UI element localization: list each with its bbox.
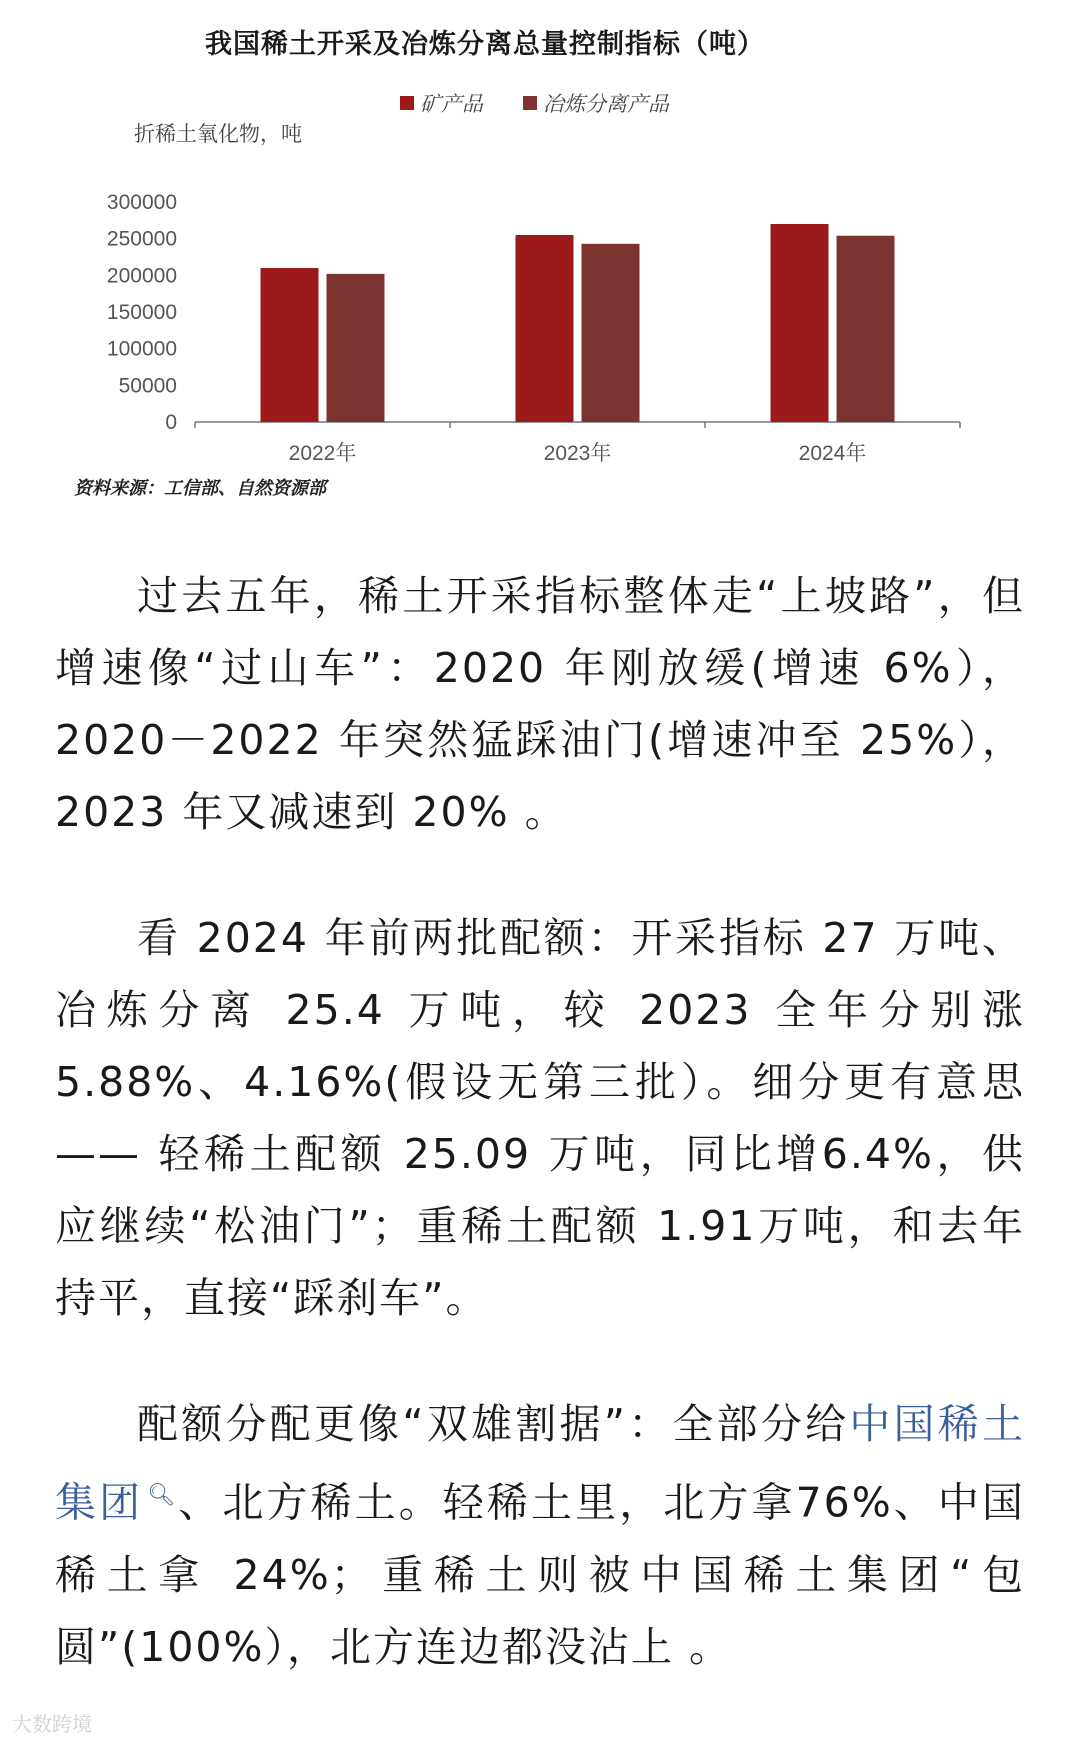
y-tick-label: 150000 — [106, 301, 177, 324]
article-paragraph-2: 看 2024 年前两批配额：开采指标 27 万吨、冶炼分离 25.4 万吨，较 2023 全年分别涨5.88%、4.16%(假设无第三批）。细分更有意思 —— 轻稀土配额 25.09 万吨，同比增6.4%，供应继续“松油门”；重稀土配额 1.91万吨，和去年持平，直接“踩刹车”。 — [55, 914, 1025, 1322]
paragraph-3-text-a: 配额分配更像“双雄割据”：全部分给 — [137, 1400, 850, 1448]
watermark-logo: 大数跨境 — [12, 1712, 92, 1736]
y-tick-label: 200000 — [106, 264, 177, 288]
bar-smelting-2 — [837, 236, 895, 422]
legend-swatch-smelting — [523, 96, 537, 110]
chart-legend — [400, 88, 669, 118]
paragraph-3-text-b: 、北方稀土。轻稀土里，北方拿76%、中国稀土拿 24%；重稀土则被中国稀土集团“包圆”(100%），北方连边都没沾上 。 — [55, 1478, 1025, 1671]
y-tick-label: 50000 — [118, 374, 177, 398]
bar-smelting-1 — [582, 244, 640, 422]
legend-item-smelting — [523, 88, 669, 118]
legend-label-smelting: 冶炼分离产品 — [543, 92, 669, 116]
bar-mineral-1 — [516, 235, 574, 422]
x-tick-label: 2024年 — [798, 442, 867, 465]
bar-chart — [0, 160, 970, 470]
legend-swatch-mineral — [400, 96, 414, 110]
china-rare-earth-group-link[interactable]: 中国稀土集团 — [55, 1400, 1026, 1527]
chart-title: 我国稀土开采及冶炼分离总量控制指标（吨） — [205, 29, 765, 60]
x-tick-label: 2022年 — [288, 442, 357, 465]
article-paragraph-1: 过去五年，稀土开采指标整体走“上坡路”，但增速像“过山车”：2020 年刚放缓(增速 6%），2020－2022 年突然猛踩油门(增速冲至 25%），2023 年又减速到 20% 。 — [55, 572, 1025, 836]
chart-source-note: 资料来源：工信部、自然资源部 — [74, 478, 326, 499]
article-body — [55, 560, 1025, 1683]
legend-item-mineral — [400, 88, 483, 118]
article-paragraph-3 — [55, 1388, 1025, 1683]
x-tick-label: 2023年 — [543, 442, 612, 465]
y-tick-label: 250000 — [106, 227, 177, 251]
bar-mineral-0 — [261, 268, 319, 422]
bar-smelting-0 — [327, 274, 385, 422]
search-icon[interactable]: 🔍︎ — [147, 1483, 179, 1508]
y-tick-label: 100000 — [106, 337, 177, 361]
bar-mineral-2 — [771, 224, 829, 422]
y-tick-label: 300000 — [106, 191, 177, 214]
legend-label-mineral: 矿产品 — [420, 92, 483, 116]
y-axis-unit-label: 折稀土氧化物，吨 — [134, 122, 302, 146]
y-tick-label: 0 — [165, 411, 177, 434]
